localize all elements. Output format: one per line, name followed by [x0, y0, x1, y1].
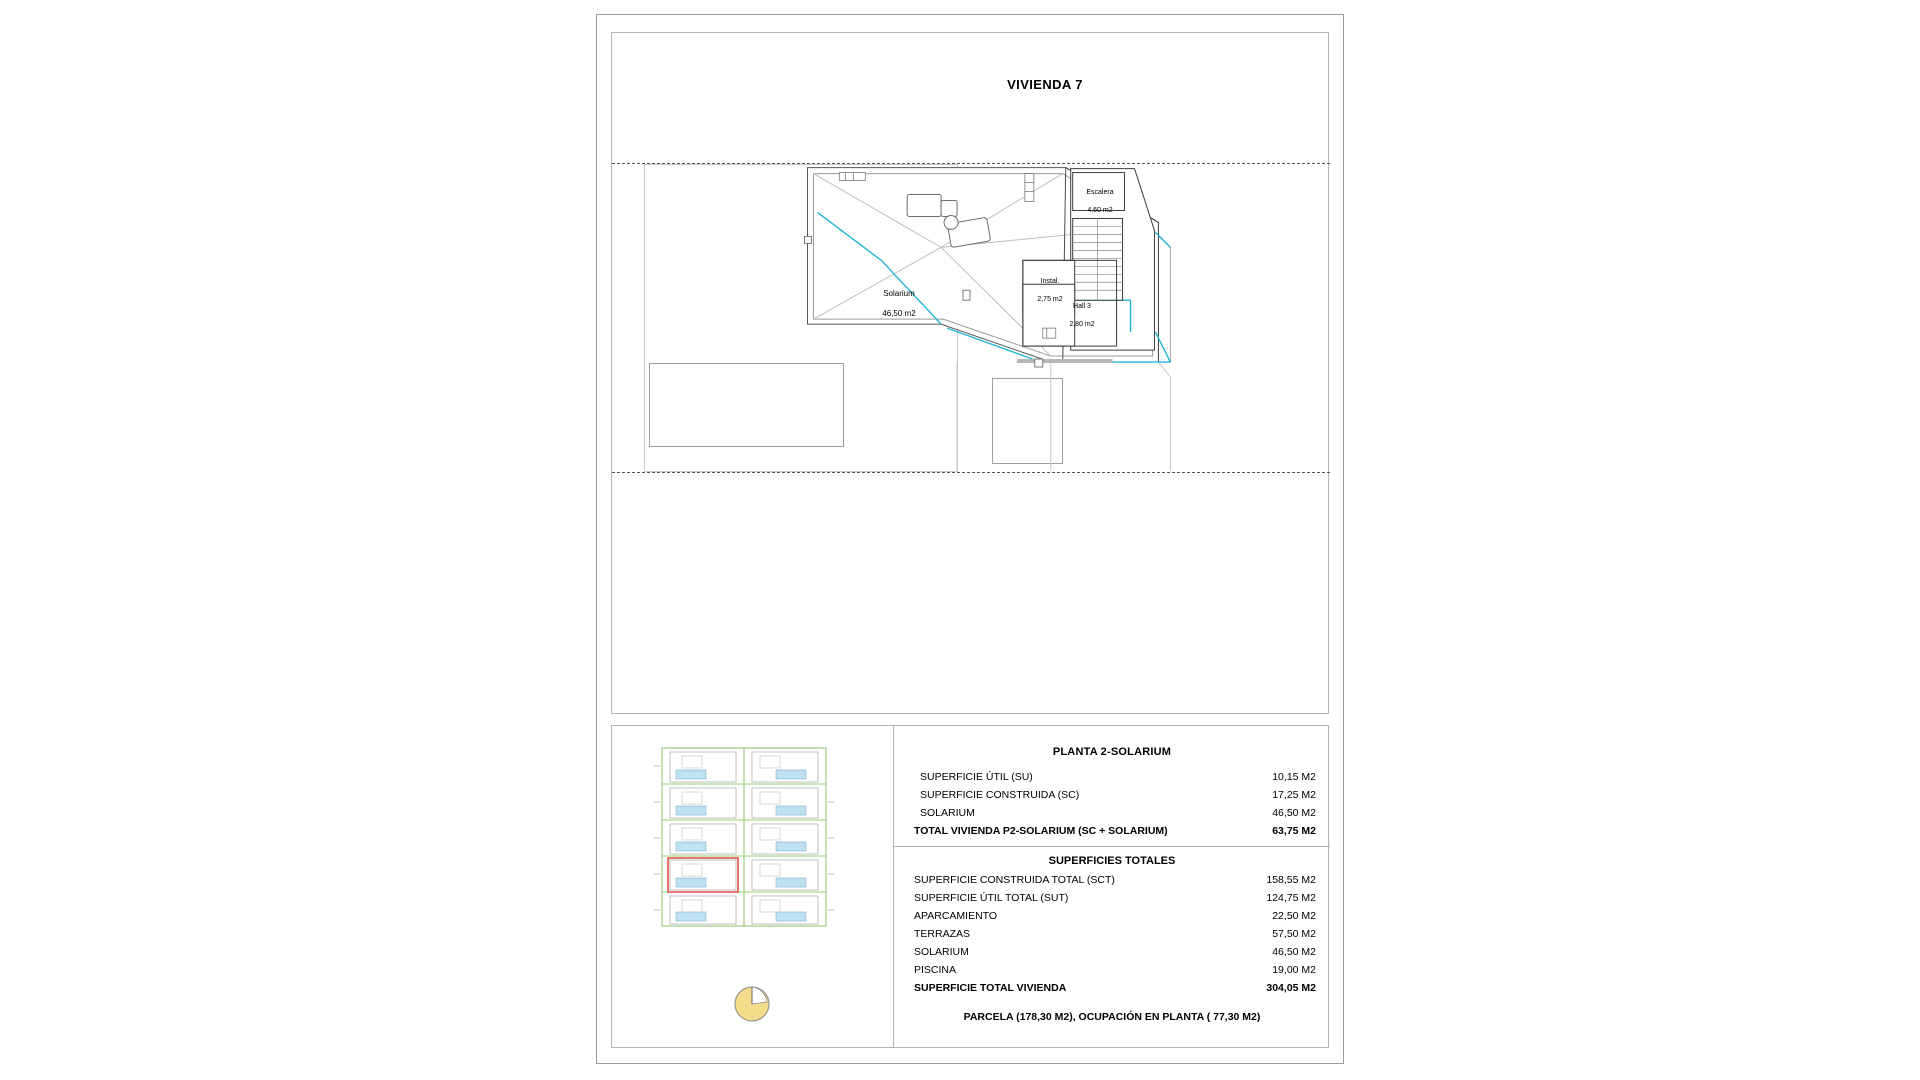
table-row: [894, 943, 1330, 961]
row-value: 46,50 M2: [1272, 946, 1316, 958]
row-label: SUPERFICIE CONSTRUIDA TOTAL (SCT): [914, 874, 1115, 886]
table-row: [894, 925, 1330, 943]
room-area-instal: 2,75 m2: [1037, 296, 1063, 303]
room-label-solarium: [844, 279, 954, 319]
room-name-hall3: Hall 3: [1073, 303, 1091, 310]
row-value: 22,50 M2: [1272, 910, 1316, 922]
key-plan-thumbnail: [648, 744, 858, 974]
row-label: TERRAZAS: [914, 928, 971, 940]
room-area-escalera: 4,60 m2: [1087, 207, 1113, 214]
north-compass-icon: [732, 984, 772, 1024]
row-label: TOTAL VIVIENDA P2-SOLARIUM (SC + SOLARIUM): [914, 825, 1168, 837]
table-row: [894, 889, 1330, 907]
info-frame: [611, 725, 1329, 1048]
row-label: SUPERFICIE TOTAL VIVIENDA: [914, 982, 1067, 994]
floor-table-title: PLANTA 2-SOLARIUM: [1052, 746, 1172, 758]
drawing-sheet: [596, 14, 1344, 1064]
table-row: [894, 907, 1330, 925]
row-value: 304,05 M2: [1266, 982, 1316, 994]
table-row: [894, 786, 1330, 804]
floor-plan-frame: [611, 32, 1329, 714]
row-label: SOLARIUM: [920, 807, 975, 819]
row-label: SUPERFICIE ÚTIL (SU): [920, 771, 1033, 783]
row-value: 46,50 M2: [1272, 807, 1316, 819]
row-value: 158,55 M2: [1266, 874, 1316, 886]
totals-table-title: SUPERFICIES TOTALES: [1048, 855, 1176, 867]
row-label: SUPERFICIE CONSTRUIDA (SC): [920, 789, 1080, 801]
plan-vector-layer: [612, 33, 1328, 713]
row-value: 19,00 M2: [1272, 964, 1316, 976]
table-row: [894, 768, 1330, 786]
row-value: 10,15 M2: [1272, 771, 1316, 783]
room-label-escalera: [1070, 179, 1130, 215]
area-schedule: [894, 726, 1330, 1047]
table-row: [894, 804, 1330, 822]
parcela-note: PARCELA (178,30 M2), OCUPACIÓN EN PLANTA ( 77,30 M2): [963, 1011, 1261, 1023]
row-value: 124,75 M2: [1266, 892, 1316, 904]
row-value: 63,75 M2: [1272, 825, 1316, 837]
row-label: PISCINA: [914, 964, 957, 976]
room-name-instal: Instal.: [1040, 278, 1060, 285]
room-name-escalera: Escalera: [1086, 189, 1114, 196]
key-plan-vector: [648, 744, 858, 974]
room-area-solarium: 46,50 m2: [882, 309, 916, 318]
row-label: APARCAMIENTO: [914, 910, 998, 922]
row-value: 17,25 M2: [1272, 789, 1316, 801]
row-value: 57,50 M2: [1272, 928, 1316, 940]
room-label-hall3: [1054, 293, 1110, 329]
table-row: [894, 871, 1330, 889]
table-row-total: [894, 979, 1330, 997]
room-name-solarium: Solarium: [883, 289, 915, 298]
plan-title-text: VIVIENDA 7: [1007, 77, 1083, 92]
table-row-total: [894, 822, 1330, 840]
table-divider: [894, 846, 1330, 847]
row-label: SOLARIUM: [914, 946, 969, 958]
room-area-hall3: 2,80 m2: [1069, 321, 1095, 328]
row-label: SUPERFICIE ÚTIL TOTAL (SUT): [914, 892, 1069, 904]
table-row: [894, 961, 1330, 979]
